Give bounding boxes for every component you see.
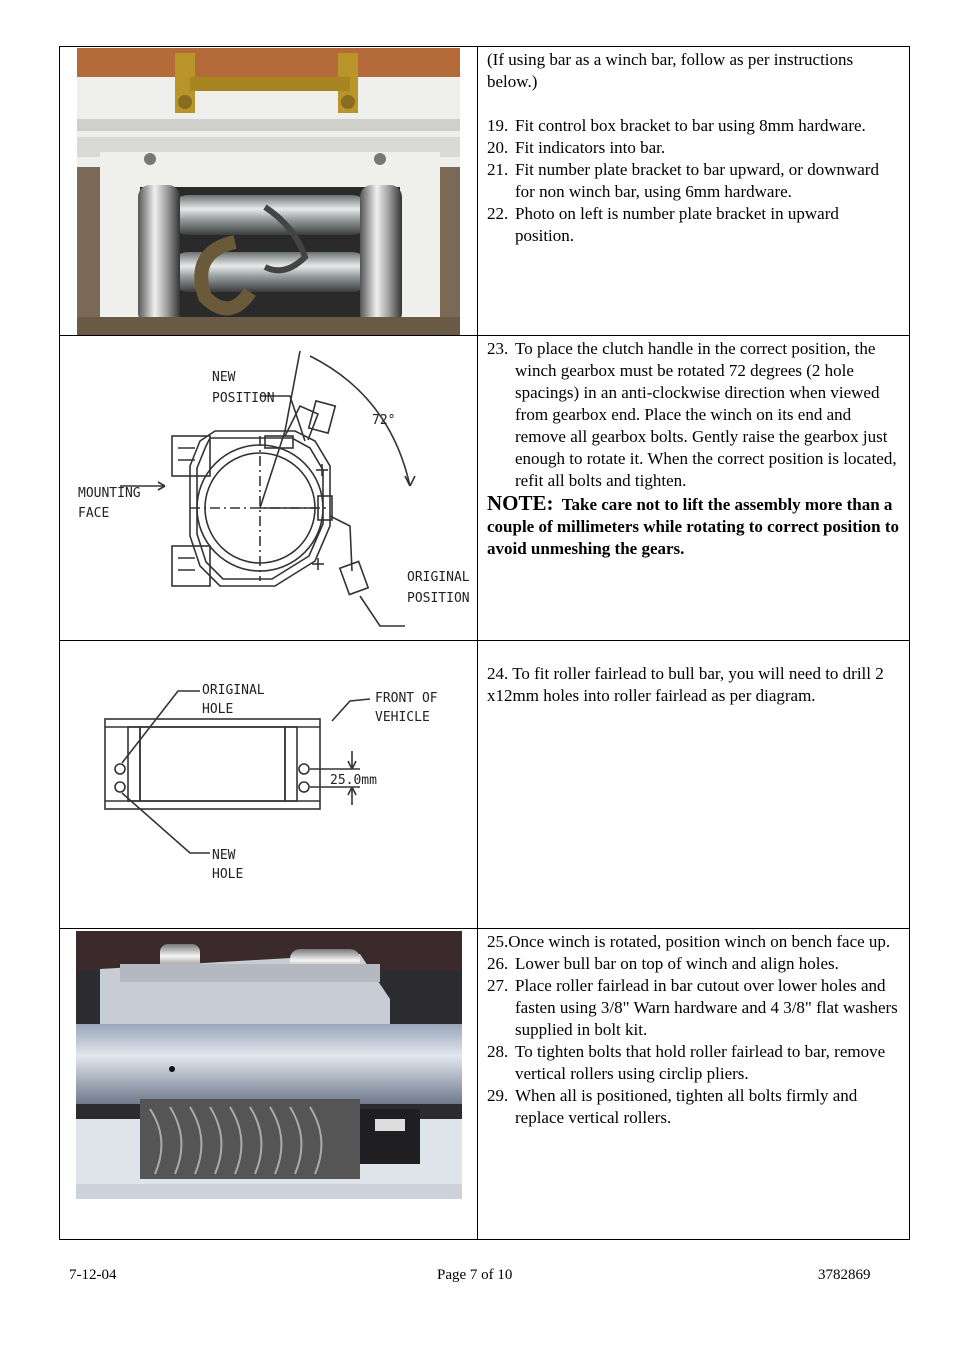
table-row (60, 47, 909, 336)
label-original-position: ORIGINAL (407, 570, 470, 585)
list-item: 28. To tighten bolts that hold roller fairlead to bar, remove vertical rollers using circlip pliers. (487, 1042, 886, 1083)
list-item: 22. Photo on left is number plate bracket in upward position. (487, 204, 839, 245)
label-dimension: 25.0mm (330, 773, 377, 788)
list-item: 29. When all is positioned, tighten all bolts firmly and replace vertical rollers. (487, 1086, 858, 1127)
svg-text:HOLE: HOLE (202, 702, 234, 717)
step-24-text: 24. To fit roller fairlead to bull bar, you will need to drill 2 x12mm holes into roller fairlead as per diagram. (487, 664, 884, 705)
label-new-position: NEW (212, 370, 236, 385)
steps-list (487, 953, 901, 1129)
svg-text:HOLE: HOLE (212, 867, 244, 882)
number-plate-bracket-photo (60, 47, 478, 335)
note-paragraph (487, 492, 901, 560)
footer-page-number: Page 7 of 10 (437, 1267, 513, 1283)
footer-doc-number: 3782869 (818, 1267, 871, 1283)
instructions-cell (478, 641, 909, 928)
list-item: 23. To place the clutch handle in the correct position, the winch gearbox must be rotated 72 degrees (2 hole spacings) in an anti-clockwise direction when viewed from gearbox end. Place the winch on its end and remove all gearbox bolts. Gently raise the gearbox just enough to rotate it. When the correct position is located, refit all bolts and tighten. (487, 339, 897, 490)
list-item: 20. Fit indicators into bar. (487, 138, 666, 157)
steps-list (487, 338, 901, 492)
note-label: NOTE: (487, 491, 554, 515)
list-item: 27. Place roller fairlead in bar cutout over lower holes and fasten using 3/8" Warn hardware and 4 3/8" flat washers supplied in bolt kit. (487, 976, 898, 1039)
instructions-cell (478, 47, 909, 335)
instructions-cell (478, 336, 909, 640)
diagram-cell (60, 336, 478, 640)
label-original-hole: ORIGINAL (202, 683, 265, 698)
steps-list (487, 115, 901, 247)
photo-cell (60, 929, 478, 1239)
table-row (60, 929, 909, 1239)
list-item: 19. Fit control box bracket to bar using 8mm hardware. (487, 116, 866, 135)
svg-text:VEHICLE: VEHICLE (375, 710, 430, 725)
fairlead-hole-diagram (60, 641, 478, 928)
note-text: Take care not to lift the assembly more than a couple of millimeters while rotating to correct position to avoid unmeshing the gears. (487, 495, 900, 558)
table-row (60, 641, 909, 929)
list-item: 26. Lower bull bar on top of winch and align holes. (487, 954, 839, 973)
winch-bull-bar-photo (60, 929, 478, 1239)
step-25-text: 25.Once winch is rotated, position winch on bench face up. (487, 932, 891, 951)
footer-date: 7-12-04 (69, 1267, 117, 1283)
gearbox-rotation-diagram (60, 336, 478, 640)
label-angle: 72° (372, 413, 396, 428)
photo-cell (60, 47, 478, 335)
intro-text: (If using bar as a winch bar, follow as per instructions below.) (487, 50, 854, 91)
svg-text:FACE: FACE (78, 506, 110, 521)
diagram-cell (60, 641, 478, 928)
svg-text:POSITION: POSITION (407, 591, 470, 606)
label-new-hole: NEW (212, 848, 236, 863)
instructions-cell (478, 929, 909, 1239)
label-front-of-vehicle: FRONT OF (375, 691, 438, 706)
label-mounting-face: MOUNTING (78, 486, 141, 501)
instruction-table (59, 46, 910, 1240)
table-row (60, 336, 909, 641)
list-item: 21. Fit number plate bracket to bar upward, or downward for non winch bar, using 6mm hardware. (487, 160, 879, 201)
svg-text:POSITION: POSITION (212, 391, 275, 406)
